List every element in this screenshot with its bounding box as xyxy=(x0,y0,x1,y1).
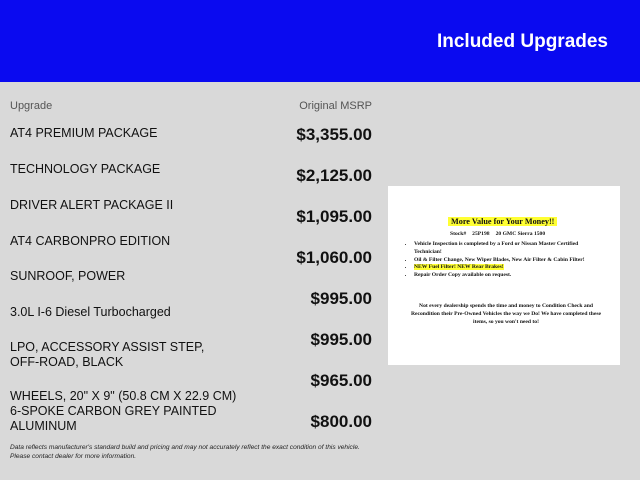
disclaimer xyxy=(10,443,380,461)
promo-item: • Repair Order Copy available on request. xyxy=(414,272,604,280)
upgrade-name: TECHNOLOGY PACKAGE xyxy=(10,162,161,176)
promo-item: • Vehicle Inspection is completed by a Ford or Nissan Master Certified Technician! xyxy=(414,241,604,257)
page-title: Included Upgrades xyxy=(436,31,608,52)
promo-title: More Value for Your Money!! xyxy=(448,217,557,226)
price-value: $1,060.00 xyxy=(296,248,372,267)
price-value: $3,355.00 xyxy=(296,125,372,144)
price-value: $2,125.00 xyxy=(296,166,372,185)
price-value: $995.00 xyxy=(310,330,372,349)
upgrade-name: WHEELS, 20" X 9" (50.8 CM X 22.9 CM) xyxy=(10,389,237,403)
upgrade-name: LPO, ACCESSORY ASSIST STEP, xyxy=(10,340,205,354)
upgrade-name: AT4 PREMIUM PACKAGE xyxy=(10,126,158,140)
upgrade-name: DRIVER ALERT PACKAGE II xyxy=(10,198,174,212)
column-header-upgrade: Upgrade xyxy=(10,100,53,112)
upgrade-name-cont: 6-SPOKE CARBON GREY PAINTED xyxy=(10,404,217,418)
promo-item xyxy=(414,264,604,272)
disclaimer-line: Data reflects manufacturer's standard build and pricing and may not accurately reflect the exact condition of this vehicle. xyxy=(10,444,360,451)
upgrade-item xyxy=(10,126,157,141)
upgrade-name: AT4 CARBONPRO EDITION xyxy=(10,234,171,248)
promo-card xyxy=(388,186,620,365)
vehicle-name: 20 GMC Sierra 1500 xyxy=(495,231,546,237)
upgrade-item xyxy=(10,162,160,177)
header-banner xyxy=(0,0,640,82)
column-header-msrp: Original MSRP xyxy=(299,100,372,112)
upgrade-item xyxy=(10,389,260,434)
upgrade-name-cont: ALUMINUM xyxy=(10,419,77,433)
stock-label: Stock# xyxy=(450,231,467,237)
upgrade-name: 3.0L I-6 Diesel Turbocharged xyxy=(10,305,171,319)
promo-note: Not every dealership spends the time and money to Condition Check and Recondition their Pre-Owned Vehicles the way we Do! We have completed these items, so you won't need to! xyxy=(410,303,601,325)
price-value: $800.00 xyxy=(310,412,372,431)
promo-item: • Oil & Filter Change, New Wiper Blades, New Air Filter & Cabin Filter! xyxy=(414,257,604,265)
upgrade-item xyxy=(10,269,125,284)
upgrade-item xyxy=(10,340,260,370)
upgrade-name-cont: OFF-ROAD, BLACK xyxy=(10,355,124,369)
upgrade-item xyxy=(10,305,260,320)
stock-value: 25P198 xyxy=(472,231,490,237)
upgrade-item xyxy=(10,198,173,213)
price-value: $965.00 xyxy=(310,371,372,390)
upgrade-item xyxy=(10,234,170,249)
upgrade-name: SUNROOF, POWER xyxy=(10,269,126,283)
price-value: $995.00 xyxy=(310,289,372,308)
price-value: $1,095.00 xyxy=(296,207,372,226)
price-list xyxy=(232,124,372,452)
disclaimer-line: Please contact dealer for more information. xyxy=(10,453,137,460)
promo-item-highlight: NEW Fuel Filter! NEW Rear Brakes! xyxy=(414,264,504,271)
promo-stock xyxy=(450,231,551,237)
promo-list xyxy=(414,241,604,280)
